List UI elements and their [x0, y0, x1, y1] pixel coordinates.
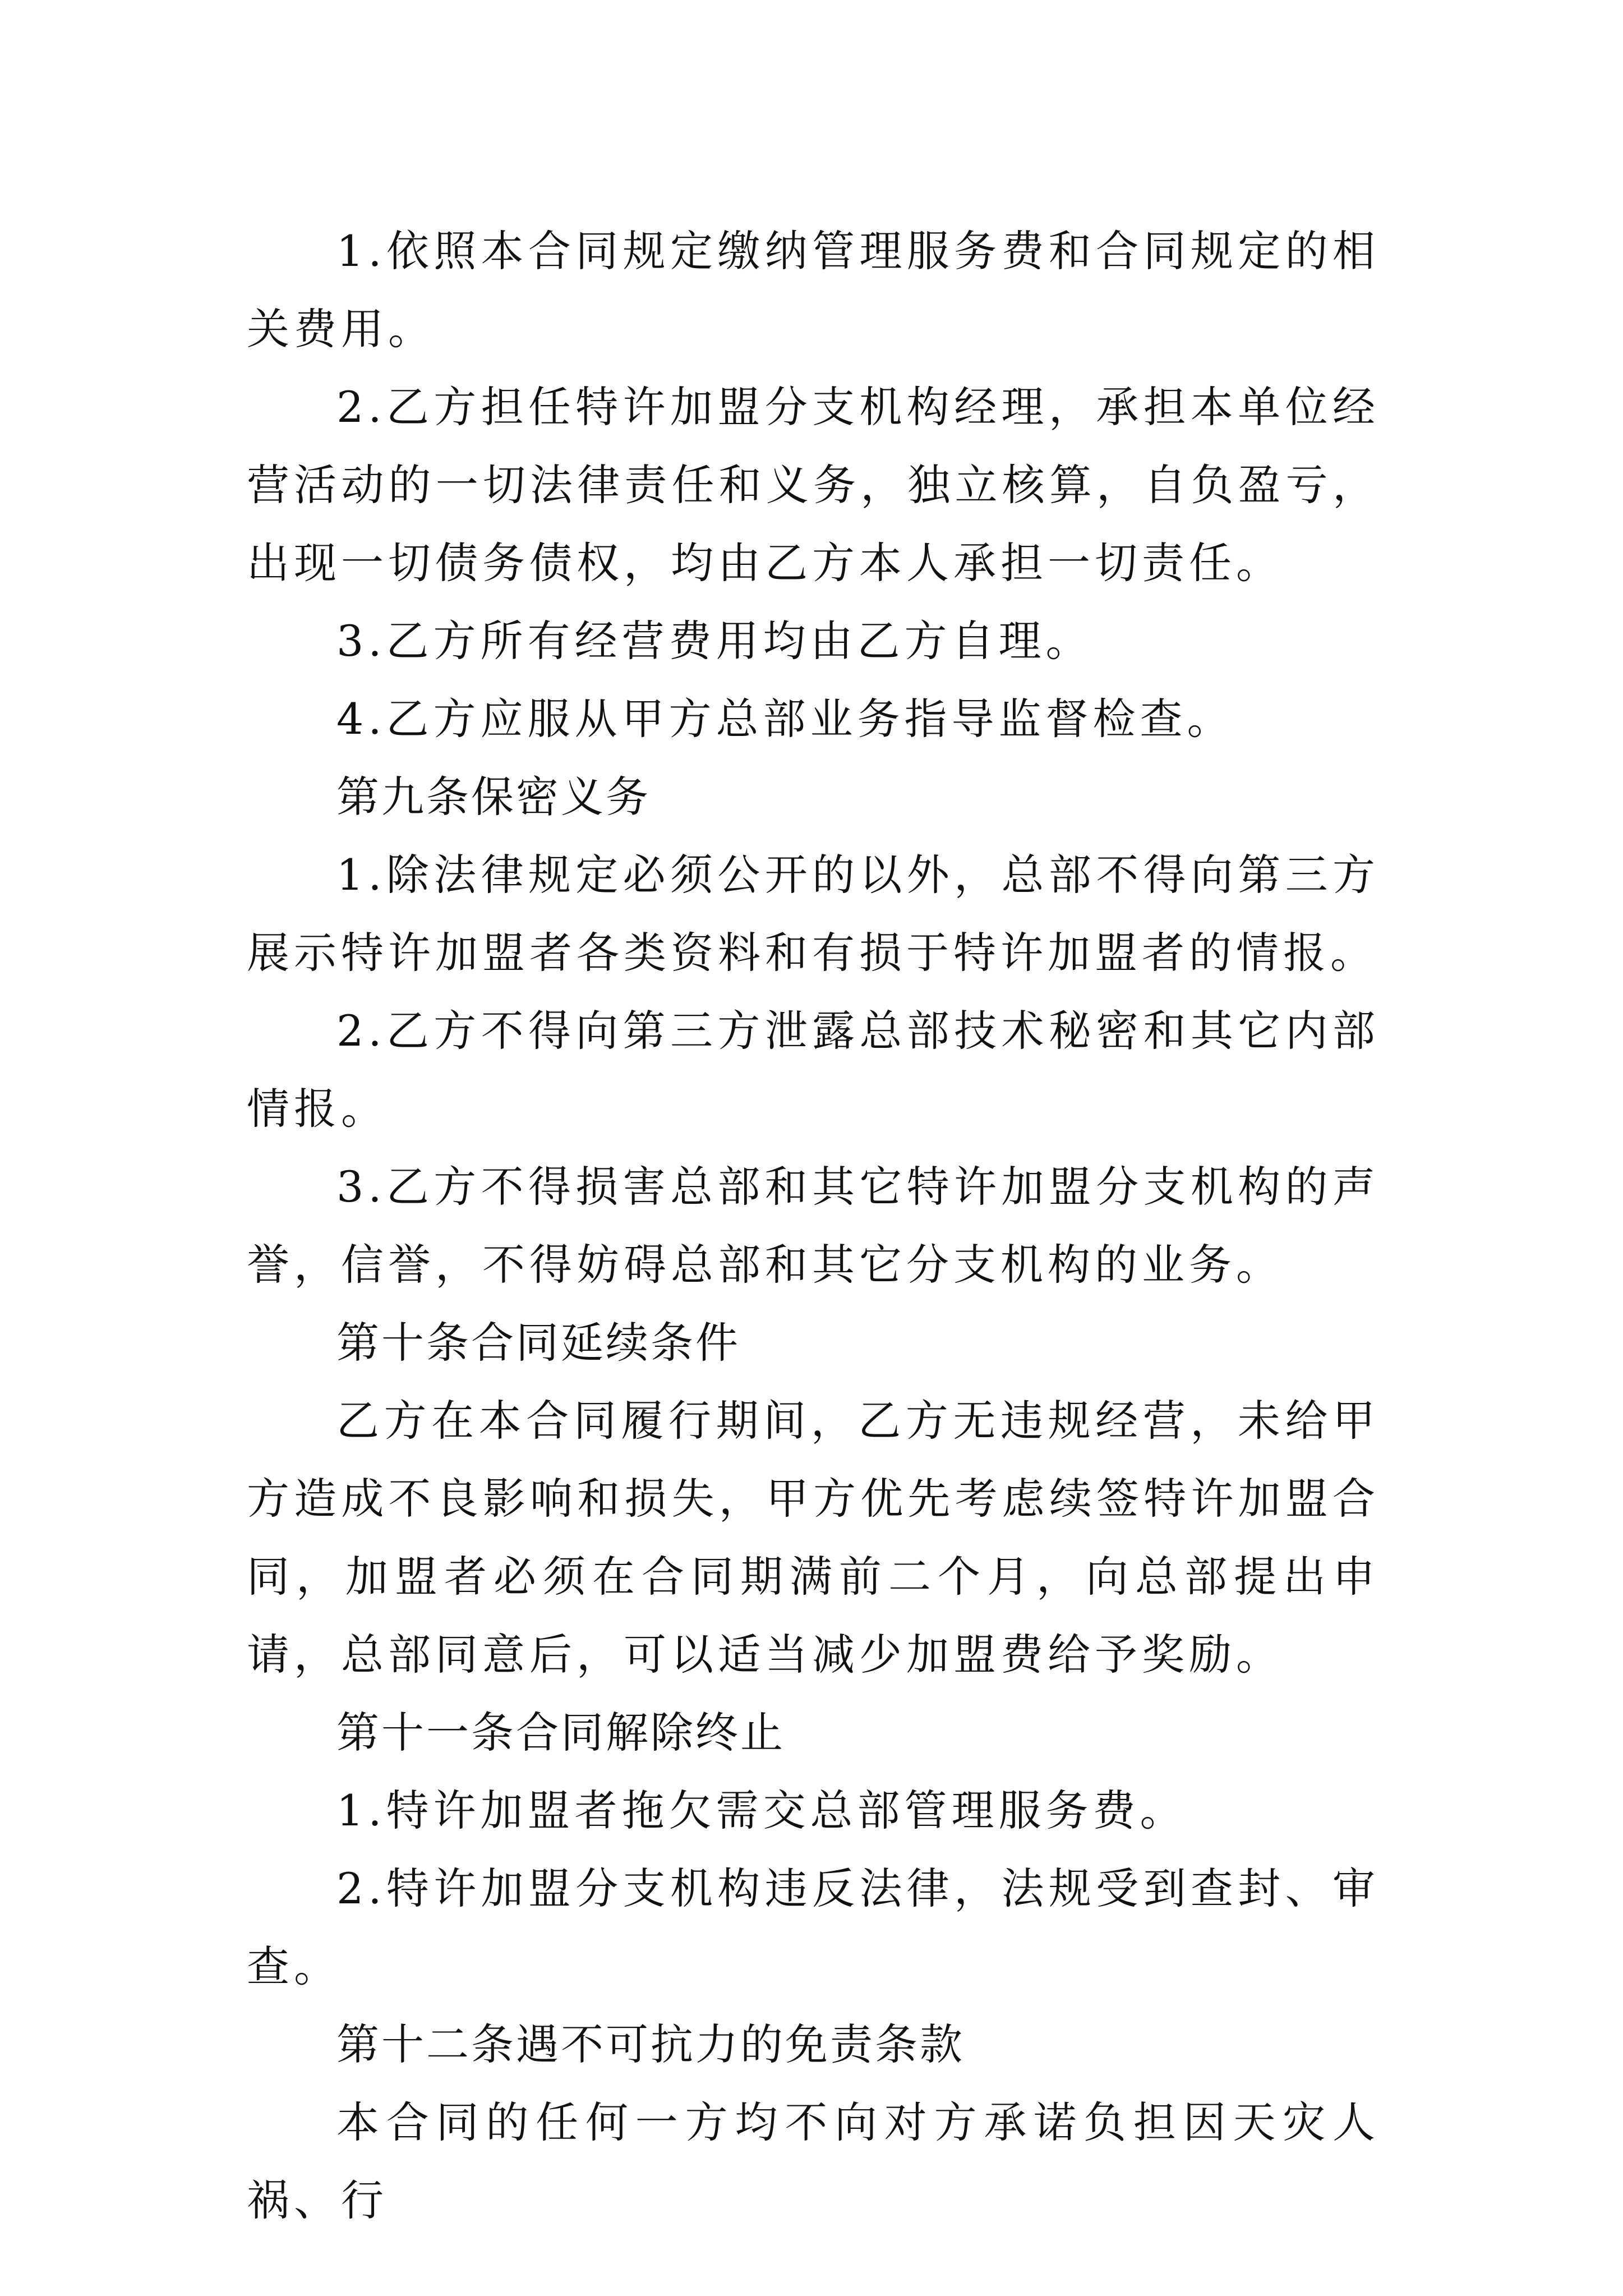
article-11-heading: 第十一条合同解除终止 [336, 1708, 785, 1757]
clause-item-supervision: 4.乙方应服从甲方总部业务指导监督检查。 [336, 694, 1234, 744]
clause-item-confidential-1: 1.除法律规定必须公开的以外，总部不得向第三方展示特许加盟者各类资料和有损于特许加盟者的情报。 [247, 850, 1380, 978]
clause-renewal-text: 乙方在本合同履行期间，乙方无违规经营，未给甲方造成不良影响和损失，甲方优先考虑续签特许加盟合同，加盟者必须在合同期满前二个月，向总部提出申请，总部同意后，可以适当减少加盟费给予奖励。 [247, 1396, 1380, 1680]
clause-item-confidential-2: 2.乙方不得向第三方泄露总部技术秘密和其它内部情报。 [247, 1006, 1380, 1134]
clause-item-expenses: 3.乙方所有经营费用均由乙方自理。 [336, 616, 1093, 666]
clause-item-termination-2: 2.特许加盟分支机构违反法律，法规受到查封、审查。 [247, 1864, 1380, 1991]
clause-item-manager-duty: 2.乙方担任特许加盟分支机构经理，承担本单位经营活动的一切法律责任和义务，独立核算，自负盈亏，出现一切债务债权，均由乙方本人承担一切责任。 [247, 382, 1380, 588]
clause-item-confidential-3: 3.乙方不得损害总部和其它特许加盟分支机构的声誉，信誉，不得妨碍总部和其它分支机构的业务。 [247, 1162, 1380, 1290]
article-9-heading: 第九条保密义务 [336, 772, 651, 822]
clause-force-majeure-text: 本合同的任何一方均不向对方承诺负担因天灾人祸、行 [247, 2097, 1380, 2225]
article-12-heading: 第十二条遇不可抗力的免责条款 [336, 2019, 965, 2069]
article-10-heading: 第十条合同延续条件 [336, 1318, 740, 1368]
clause-item-fee: 1.依照本合同规定缴纳管理服务费和合同规定的相关费用。 [247, 226, 1380, 354]
clause-item-termination-1: 1.特许加盟者拖欠需交总部管理服务费。 [336, 1786, 1187, 1835]
document-body [247, 212, 1380, 2239]
